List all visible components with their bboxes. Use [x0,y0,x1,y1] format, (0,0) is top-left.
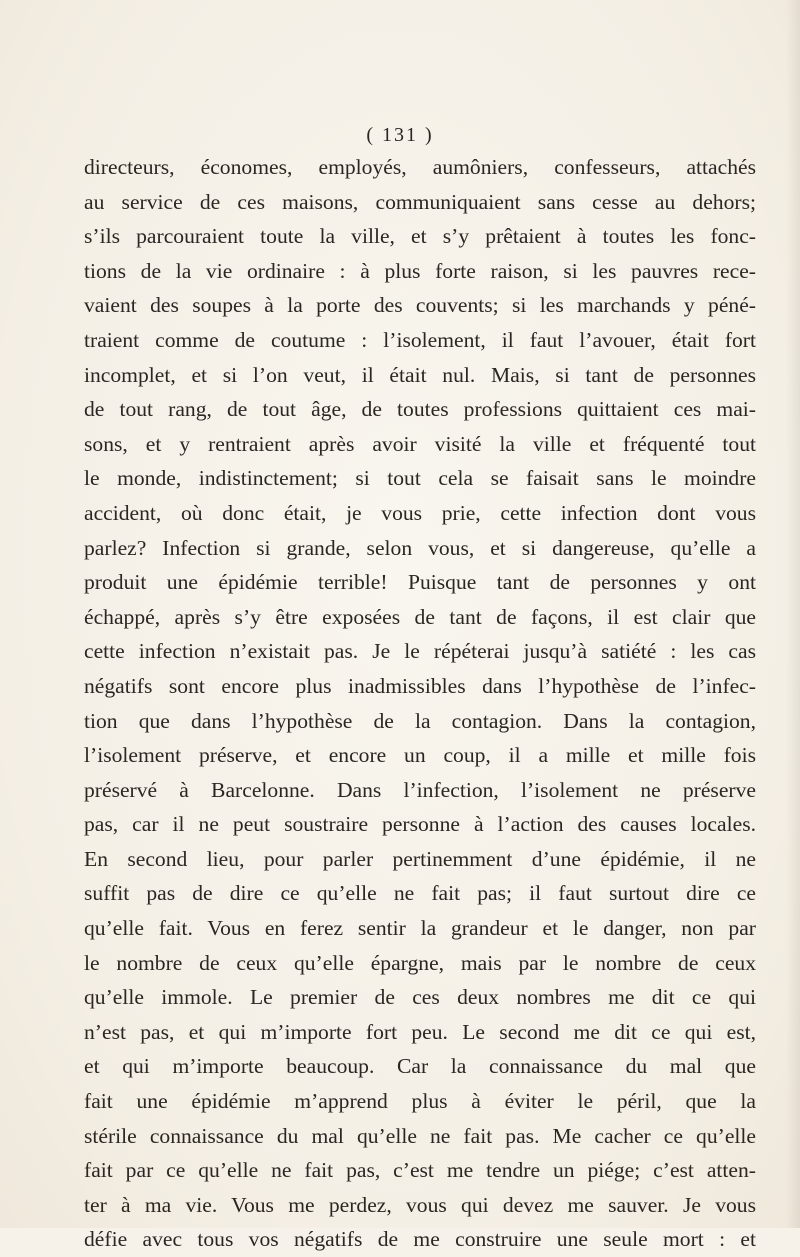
text-line: qu’elle immole. Le premier de ces deux nombres me dit ce qui [84,985,756,1010]
text-line: négatifs sont encore plus inadmissibles dans l’hypothèse de l’infec- [84,673,756,698]
text-line: s’ils parcouraient toute la ville, et s’y prêtaient à toutes les fonc- [84,224,756,249]
text-line: au service de ces maisons, communiquaient sans cesse au dehors; [84,189,756,214]
text-line: n’est pas, et qui m’importe fort peu. Le second me dit ce qui est, [84,1019,756,1044]
text-line: fait une épidémie m’apprend plus à éviter le péril, que la [84,1089,756,1114]
text-line: l’isolement préserve, et encore un coup, il a mille et mille fois [84,743,756,768]
text-line: le monde, indistinctement; si tout cela se faisait sans le moindre [84,466,756,491]
body-text [84,150,756,1257]
text-line: qu’elle fait. Vous en ferez sentir la grandeur et le danger, non par [84,916,756,941]
text-line: fait par ce qu’elle ne fait pas, c’est me tendre un piége; c’est atten- [84,1158,756,1183]
text-line: sons, et y rentraient après avoir visité la ville et fréquenté tout [84,431,756,456]
text-line: pas, car il ne peut soustraire personne à l’action des causes locales. [84,812,756,837]
text-line: préservé à Barcelonne. Dans l’infection, l’isolement ne préserve [84,777,756,802]
page-edge-shadow [786,0,800,1228]
text-line: le nombre de ceux qu’elle épargne, mais par le nombre de ceux [84,950,756,975]
text-line: vaient des soupes à la porte des couvents; si les marchands y péné- [84,293,756,318]
text-line: de tout rang, de tout âge, de toutes professions quittaient ces mai- [84,397,756,422]
text-line: tion que dans l’hypothèse de la contagion. Dans la contagion, [84,708,756,733]
text-line: incomplet, et si l’on veut, il était nul. Mais, si tant de personnes [84,362,756,387]
page-number-header: ( 131 ) [366,124,434,146]
text-line: En second lieu, pour parler pertinemment d’une épidémie, il ne [84,846,756,871]
text-line: suffit pas de dire ce qu’elle ne fait pas; il faut surtout dire ce [84,881,756,906]
text-line: ter à ma vie. Vous me perdez, vous qui devez me sauver. Je vous [84,1192,756,1217]
text-line: produit une épidémie terrible! Puisque tant de personnes y ont [84,570,756,595]
text-line: parlez? Infection si grande, selon vous, et si dangereuse, qu’elle a [84,535,756,560]
text-line: défie avec tous vos négatifs de me construire une seule mort : et [84,1227,756,1252]
text-line: directeurs, économes, employés, aumôniers, confesseurs, attachés [84,155,756,179]
text-line: accident, où donc était, je vous prie, cette infection dont vous [84,500,756,525]
text-line: tions de la vie ordinaire : à plus forte raison, si les pauvres rece- [84,258,756,283]
text-line: traient comme de coutume : l’isolement, il faut l’avouer, était fort [84,327,756,352]
text-line: cette infection n’existait pas. Je le répéterai jusqu’à satiété : les cas [84,639,756,664]
text-line: et qui m’importe beaucoup. Car la connaissance du mal que [84,1054,756,1079]
text-line: stérile connaissance du mal qu’elle ne fait pas. Me cacher ce qu’elle [84,1123,756,1148]
text-line: échappé, après s’y être exposées de tant de façons, il est clair que [84,604,756,629]
